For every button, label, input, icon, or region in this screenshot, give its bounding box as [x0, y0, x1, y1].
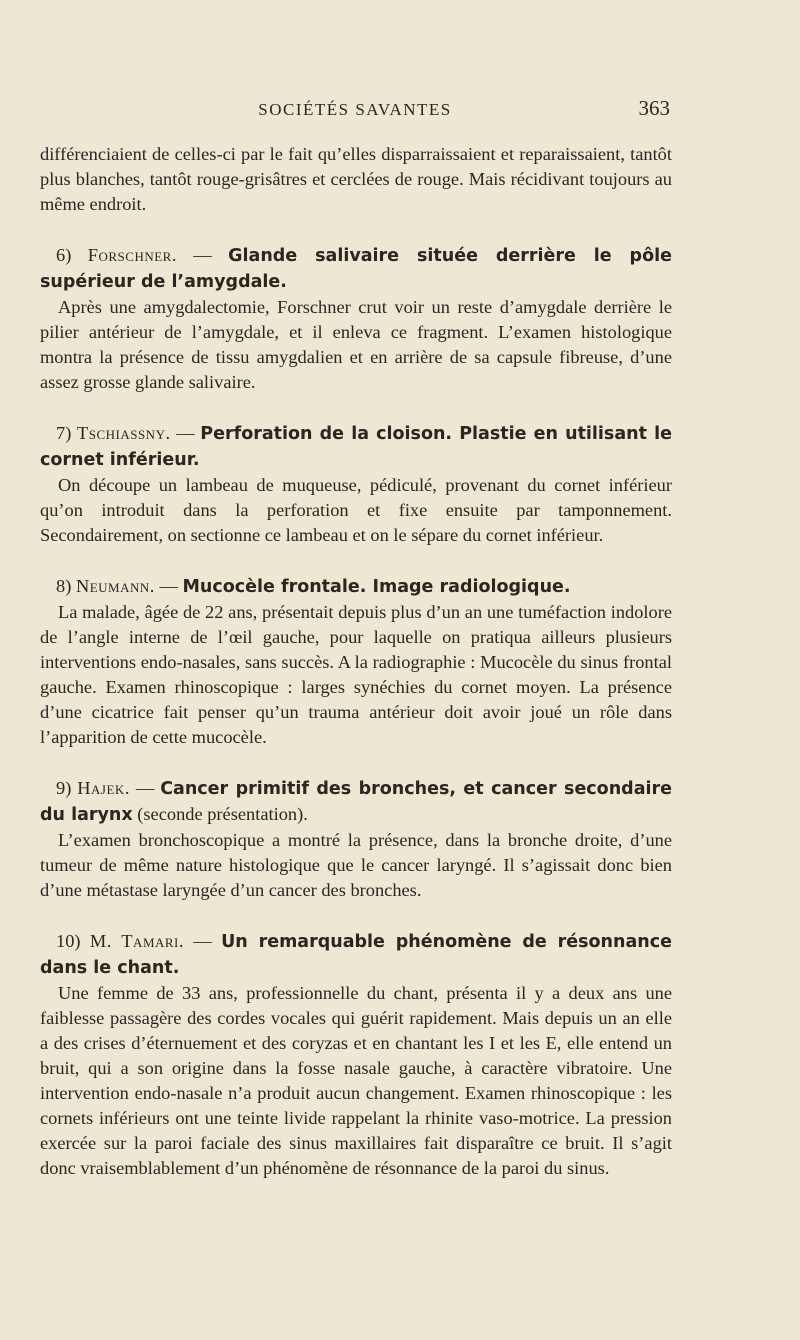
section-text: La malade, âgée de 22 ans, présentait depuis plus d’un an une tuméfaction indolore de l’angle interne de l’œil gauche, pour laquelle on pratiqua ailleurs plusieurs interventions endo-nasales, sans succès. A la radiographie : Mucocèle du sinus frontal gauche. Examen rhinoscopique : larges synéchies du cornet moyen. La présence d’une cicatrice fait penser qu’un trauma antérieur doit avoir joué un rôle dans l’apparition de cette mucocèle. [40, 602, 672, 747]
section-title: Mucocèle frontale. Image radiologique. [182, 577, 571, 597]
page-body [40, 142, 672, 1181]
section-author: Tschiassny. [76, 423, 171, 443]
page-header [40, 96, 670, 126]
section-text: On découpe un lambeau de muqueuse, pédiculé, provenant du cornet inférieur qu’on introduit dans la perforation et fixe ensuite par tamponnement. Secondairement, on sectionne ce lambeau et on le sépare du cornet inférieur. [40, 475, 672, 545]
section-author: Neumann. [75, 576, 155, 596]
section-item [40, 929, 672, 1181]
section-author: Hajek. [77, 778, 130, 798]
section-number: 10) [56, 931, 81, 951]
section-heading [40, 243, 672, 295]
section-item [40, 776, 672, 903]
section-heading [40, 574, 672, 600]
section-title: Perforation de la cloison. Plastie en utilisant le cornet inférieur. [40, 424, 672, 470]
section-item [40, 421, 672, 548]
section-text: Après une amygdalectomie, Forschner crut voir un reste d’amygdale derrière le pilier antérieur de l’amygdale, et il enleva ce fragment. L’examen histologique montra la présence de tissu amygdalien et en arrière de sa capsule fibreuse, d’une assez grosse glande salivaire. [40, 297, 672, 392]
section-heading [40, 776, 672, 828]
section-author: Forschner. [87, 245, 177, 265]
section-heading [40, 421, 672, 473]
running-title: SOCIÉTÉS SAVANTES [258, 100, 452, 119]
section-author: M. Tamari. [89, 931, 184, 951]
section-dash: — [176, 423, 195, 443]
section-item [40, 574, 672, 750]
sections-list [40, 243, 672, 1181]
section-subtitle: (seconde présentation). [137, 804, 308, 824]
section-number: 8) [56, 576, 72, 596]
section-title: Cancer primitif des bronches, et cancer secondaire du larynx [40, 779, 672, 825]
section-item [40, 243, 672, 395]
page-number: 363 [638, 96, 670, 120]
section-dash: — [135, 778, 155, 798]
section-dash: — [193, 931, 212, 951]
section-number: 6) [56, 245, 72, 265]
section-text: Une femme de 33 ans, professionnelle du chant, présenta il y a deux ans une faiblesse passagère des cordes vocales qui guérit rapidement. Mais depuis un an elle a des crises d’éternuement et des coryzas et en chantant les I et les E, elle entend un bruit, qui a son origine dans la fosse nasale gauche, à caractère vibratoire. Une intervention endo-nasale n’a produit aucun changement. Examen rhinoscopique : les cornets inférieurs ont une teinte livide rappelant la rhinite vaso-motrice. La pression exercée sur la paroi faciale des sinus maxillaires fait disparaître ce bruit. Il s’agit donc vraisemblablement d’un phénomène de résonnance de la paroi du sinus. [40, 983, 672, 1178]
section-number: 9) [56, 778, 72, 798]
section-number: 7) [56, 423, 72, 443]
section-title: Glande salivaire située derrière le pôle supérieur de l’amygdale. [40, 246, 672, 292]
section-dash: — [159, 576, 178, 596]
section-dash: — [193, 245, 212, 265]
intro-paragraph: différenciaient de celles-ci par le fait qu’elles disparraissaient et reparaissaient, tantôt plus blanches, tantôt rouge-grisâtres et cerclées de rouge. Mais récidivant toujours au même endroit. [40, 144, 672, 214]
section-title: Un remarquable phénomène de résonnance dans le chant. [40, 932, 672, 978]
section-text: L’examen bronchoscopique a montré la présence, dans la bronche droite, d’une tumeur de même nature histologique que le cancer laryngé. Il s’agissait donc bien d’une métastase laryngée d’un cancer des bronches. [40, 830, 672, 900]
section-heading [40, 929, 672, 981]
